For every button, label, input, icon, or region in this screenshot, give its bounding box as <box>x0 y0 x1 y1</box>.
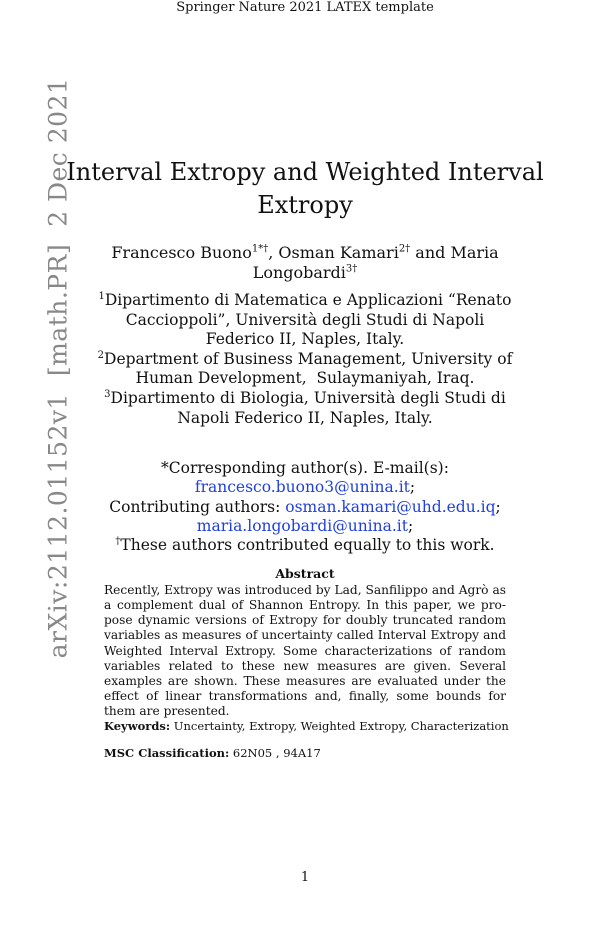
paper-title: Interval Extropy and Weighted Interval Extropy <box>66 158 544 219</box>
affiliation-item <box>95 389 515 428</box>
keywords-label: Keywords: <box>104 719 171 733</box>
abstract-heading: Abstract <box>275 566 335 581</box>
running-header <box>0 0 610 16</box>
running-header-text: Springer Nature 2021 LATEX template <box>176 0 434 15</box>
author-separator: , <box>268 243 279 262</box>
page-number: 1 <box>300 870 310 885</box>
corresponding-author-line <box>60 459 550 498</box>
author-name: Osman Kamari <box>278 243 399 262</box>
keywords-text: Uncertainty, Extropy, Weighted Extropy, Characterization <box>173 719 509 733</box>
msc-classification-line <box>104 746 514 761</box>
dagger-mark: † <box>115 536 121 548</box>
author-name: Maria Longobardi <box>252 243 499 282</box>
contributing-authors-line-2 <box>60 517 550 536</box>
equal-contribution-note <box>60 536 550 555</box>
contributing-email-link[interactable]: osman.kamari@uhd.edu.iq <box>285 497 496 516</box>
corresponding-email-link[interactable]: francesco.buono3@unina.it <box>194 478 410 497</box>
affiliation-list <box>95 290 518 428</box>
contributing-authors-label: Contributing authors: <box>109 497 286 516</box>
contributing-email-link[interactable]: maria.longobardi@unina.it <box>196 516 408 535</box>
msc-text: 62N05 , 94A17 <box>232 746 321 760</box>
author-separator: and <box>410 243 451 262</box>
author-affiliation-mark: 2† <box>398 243 411 255</box>
contributing-authors-line <box>60 498 550 517</box>
correspondence-block <box>60 459 550 555</box>
corresponding-author-label: *Corresponding author(s). E-mail(s): <box>161 459 454 477</box>
keywords-line <box>104 719 514 734</box>
affiliation-item <box>95 349 518 389</box>
affiliation-text: Dipartimento di Matematica e Applicazioni “Renato Caccioppoli”, Università degli Studi di Napoli Federico II, Naples, Italy. <box>104 291 512 349</box>
affiliation-number: 3 <box>104 388 111 400</box>
equal-contribution-text: These authors contributed equally to this work. <box>120 536 495 555</box>
author-affiliation-mark: 3† <box>345 263 358 275</box>
author-affiliation-mark: 1*† <box>251 243 269 255</box>
author-name: Francesco Buono <box>111 243 252 262</box>
arxiv-stamp-text: arXiv:2112.01152v1 [math.PR] 2 Dec 2021 <box>43 77 73 659</box>
msc-label: MSC Classification: <box>104 746 230 760</box>
abstract-body: Recently, Extropy was introduced by Lad, Sanfilippo and Agrò as a complement dual of Shannon Entropy. In this paper, we propose dynamic versions of Extropy for doubly truncated random variables as measures of uncertainty called Interval Extropy and Weighted Interval Extropy. Some characterizations of random variables related to these new measures are given. Several examples are shown. These measures are evaluated under the effect of linear transformations and, finally, some bounds for them are presented. <box>104 583 506 719</box>
affiliation-item <box>95 291 515 350</box>
punctuation: ; <box>407 516 414 535</box>
punctuation: ; <box>409 478 416 497</box>
affiliation-number: 2 <box>97 349 105 361</box>
author-list <box>100 243 510 283</box>
affiliation-number: 1 <box>98 290 105 302</box>
punctuation: ; <box>495 497 501 516</box>
affiliation-text: Department of Business Management, University of Human Development, Sulaymaniyah, Iraq. <box>104 349 518 388</box>
affiliation-text: Dipartimento di Biologia, Università degli Studi di Napoli Federico II, Naples, Italy. <box>110 388 506 427</box>
